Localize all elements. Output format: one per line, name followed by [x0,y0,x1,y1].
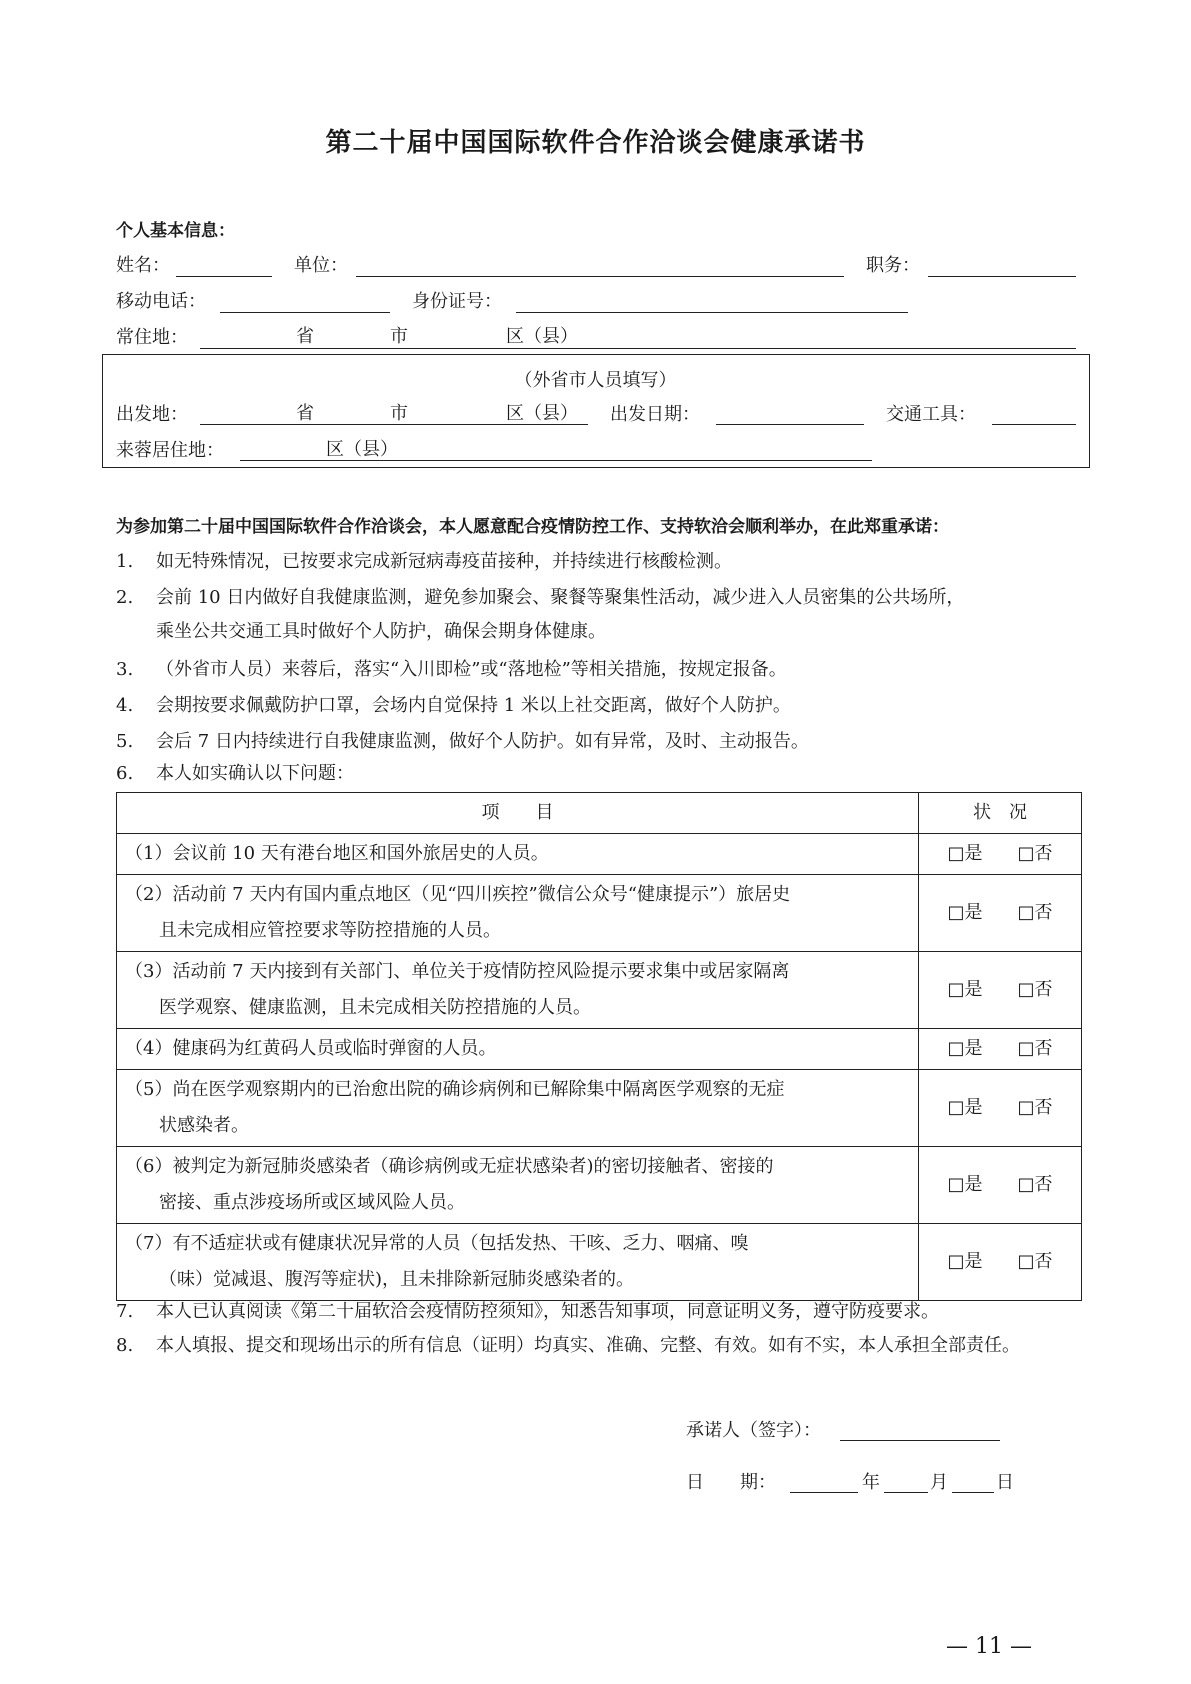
position-label: 职务： [866,255,920,276]
column-header-item: 项 目 [117,793,919,834]
page-number: — 11 — [946,1634,1032,1659]
day-field[interactable] [952,1492,994,1493]
answer-cell [919,1070,1082,1147]
yes-checkbox[interactable]: □是 [947,1174,983,1195]
pledge-item-number: 1. [116,551,134,572]
questions-table [116,792,1082,1301]
pledge-item-text: 本人如实确认以下问题： [156,763,354,784]
question-cell [117,1070,919,1147]
yes-checkbox[interactable]: □是 [947,843,983,864]
year-label: 年 [862,1472,880,1493]
pledge-item-text: 会后 7 日内持续进行自我健康监测，做好个人防护。如有异常，及时、主动报告。 [156,731,809,752]
table-row [117,875,1082,952]
residence-city: 市 [390,326,408,347]
table-header-row [117,793,1082,834]
question-cell [117,1224,919,1301]
pledge-item-text: 如无特殊情况，已按要求完成新冠病毒疫苗接种，并持续进行核酸检测。 [156,551,732,572]
residence-label: 常住地： [116,327,188,348]
question-line-continuation: 状感染者。 [159,1115,249,1136]
pledge-item [116,544,732,580]
position-field[interactable] [928,276,1076,277]
residence-province: 省 [296,326,314,347]
chengdu-district: 区（县） [326,439,398,460]
question-cell [117,875,919,952]
name-field[interactable] [176,276,272,277]
pledge-item-text: 会期按要求佩戴防护口罩，会场内自觉保持 1 米以上社交距离，做好个人防护。 [156,695,791,716]
pledge-item-number: 8. [116,1335,134,1356]
month-label: 月 [930,1472,948,1493]
signature-field[interactable] [840,1440,1000,1441]
answer-cell [919,952,1082,1029]
phone-label: 移动电话： [116,291,206,312]
id-label: 身份证号： [412,291,502,312]
pledge-item-text: 本人已认真阅读《第二十届软洽会疫情防控须知》，知悉告知事项，同意证明义务，遵守防疫要求。 [156,1301,939,1322]
pledge-item [116,1294,939,1330]
question-line-continuation: 且未完成相应管控要求等防控措施的人员。 [159,920,501,941]
answer-cell [919,1224,1082,1301]
residence-field[interactable] [200,348,1076,349]
table-row [117,834,1082,875]
signer-label: 承诺人（签字）： [686,1420,821,1441]
transport-label: 交通工具： [886,404,976,425]
year-field[interactable] [790,1492,858,1493]
date-label: 日 期： [686,1472,776,1493]
no-checkbox[interactable]: □否 [1017,979,1053,1000]
question-line: （6）被判定为新冠肺炎感染者（确诊病例或无症状感染者)的密切接触者、密接的 [125,1156,774,1177]
pledge-item-continuation: 乘坐公共交通工具时做好个人防护，确保会期身体健康。 [156,621,606,642]
table-row [117,1147,1082,1224]
question-cell [117,1029,919,1070]
residence-district: 区（县） [506,326,578,347]
departure-province: 省 [296,403,314,424]
no-checkbox[interactable]: □否 [1017,843,1053,864]
chengdu-residence-label: 来蓉居住地： [116,440,224,461]
pledge-item-text: 本人填报、提交和现场出示的所有信息（证明）均真实、准确、完整、有效。如有不实，本人承担全部责任。 [156,1335,1020,1356]
question-cell [117,1147,919,1224]
yes-checkbox[interactable]: □是 [947,1097,983,1118]
yes-checkbox[interactable]: □是 [947,902,983,923]
table-row [117,952,1082,1029]
transport-field[interactable] [992,424,1076,425]
answer-cell [919,1029,1082,1070]
phone-field[interactable] [220,312,390,313]
question-line-continuation: 医学观察、健康监测，且未完成相关防控措施的人员。 [159,997,591,1018]
no-checkbox[interactable]: □否 [1017,1174,1053,1195]
page-title: 第二十届中国国际软件合作洽谈会健康承诺书 [325,128,866,158]
pledge-item [116,724,809,760]
departure-date-field[interactable] [716,424,864,425]
table-row [117,1224,1082,1301]
yes-checkbox[interactable]: □是 [947,1251,983,1272]
answer-cell [919,834,1082,875]
no-checkbox[interactable]: □否 [1017,1097,1053,1118]
question-cell [117,952,919,1029]
pledge-item [116,652,787,688]
pledge-item [116,756,354,792]
month-field[interactable] [884,1492,928,1493]
pledge-item-number: 4. [116,695,134,716]
no-checkbox[interactable]: □否 [1017,1038,1053,1059]
outside-province-note: （外省市人员填写） [514,370,677,391]
answer-cell [919,1147,1082,1224]
day-label: 日 [996,1472,1014,1493]
unit-field[interactable] [356,276,844,277]
departure-label: 出发地： [116,404,188,425]
question-line-continuation: （味）觉减退、腹泻等症状)，且未排除新冠肺炎感染者的。 [159,1269,635,1290]
question-line: （7）有不适症状或有健康状况异常的人员（包括发热、干咳、乏力、咽痛、嗅 [125,1233,749,1254]
pledge-item [116,1328,1020,1364]
question-cell [117,834,919,875]
departure-date-label: 出发日期： [610,404,700,425]
pledge-item-number: 2. [116,587,134,608]
no-checkbox[interactable]: □否 [1017,1251,1053,1272]
departure-city: 市 [390,403,408,424]
id-number-field[interactable] [516,312,908,313]
pledge-intro: 为参加第二十届中国国际软件合作洽谈会，本人愿意配合疫情防控工作、支持软洽会顺利举办，在此郑重承诺： [116,517,949,537]
pledge-item [116,580,964,616]
pledge-item-text: 会前 10 日内做好自我健康监测，避免参加聚会、聚餐等聚集性活动，减少进入人员密集的公共场所， [156,587,965,608]
question-line: （1）会议前 10 天有港台地区和国外旅居史的人员。 [125,843,549,864]
personal-info-heading: 个人基本信息： [116,221,235,241]
question-line: （3）活动前 7 天内接到有关部门、单位关于疫情防控风险提示要求集中或居家隔离 [125,961,790,982]
pledge-item-text: （外省市人员）来蓉后，落实“入川即检”或“落地检”等相关措施，按规定报备。 [156,659,787,680]
column-header-status: 状 况 [919,793,1082,834]
question-line: （5）尚在医学观察期内的已治愈出院的确诊病例和已解除集中隔离医学观察的无症 [125,1079,785,1100]
question-line-continuation: 密接、重点涉疫场所或区域风险人员。 [159,1192,465,1213]
yes-checkbox[interactable]: □是 [947,979,983,1000]
table-row [117,1070,1082,1147]
table-row [117,1029,1082,1070]
question-line: （4）健康码为红黄码人员或临时弹窗的人员。 [125,1038,497,1059]
name-label: 姓名： [116,255,170,276]
pledge-item-number: 6. [116,763,134,784]
pledge-item [116,688,791,724]
question-line: （2）活动前 7 天内有国内重点地区（见“四川疾控”微信公众号“健康提示”）旅居史 [125,884,791,905]
unit-label: 单位： [294,255,348,276]
no-checkbox[interactable]: □否 [1017,902,1053,923]
pledge-item-number: 5. [116,731,134,752]
pledge-item-number: 3. [116,659,134,680]
answer-cell [919,875,1082,952]
departure-district: 区（县） [506,403,578,424]
pledge-item-number: 7. [116,1301,134,1322]
yes-checkbox[interactable]: □是 [947,1038,983,1059]
